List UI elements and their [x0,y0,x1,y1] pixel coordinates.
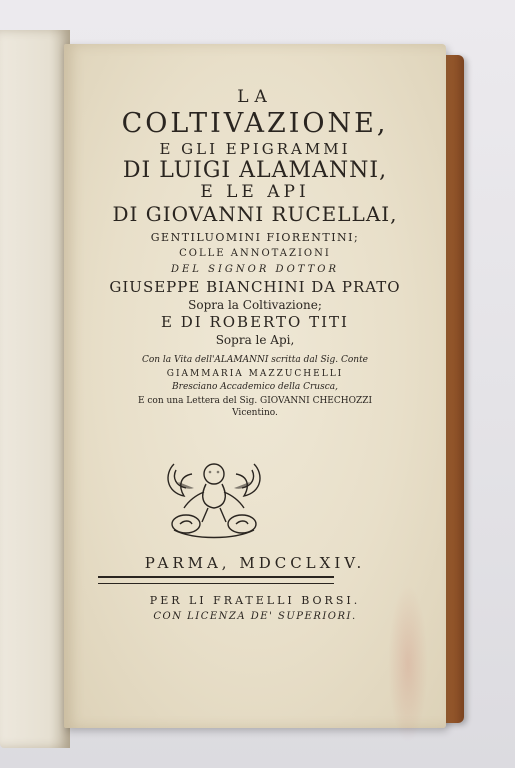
title-line-giovanni-rucellai: DI GIOVANNI RUCELLAI, [112,201,398,226]
cherub-ornament-icon [154,444,274,544]
title-line-coltivazione: COLTIVAZIONE, [121,107,389,139]
title-line-sopra-api: Sopra le Api, [215,332,295,347]
title-line-giammaria: GIAMMARIA MAZZUCHELLI [166,368,344,379]
title-line-lettera: E con una Lettera del Sig. GIOVANNI CHECHOZZI [137,396,373,407]
title-line-epigrammi: E GLI EPIGRAMMI [159,139,351,158]
title-line-sopra-coltivazione: Sopra la Coltivazione; [188,297,322,312]
title-line-bresciano: Bresciano Accademico della Crusca, [172,382,338,393]
title-line-roberto-titi: E DI ROBERTO TITI [161,313,349,332]
printer-line: PER LI FRATELLI BORSI. [149,594,361,607]
left-page [0,30,70,748]
title-line-giuseppe-bianchini: GIUSEPPE BIANCHINI DA PRATO [109,278,401,297]
title-line-vita-alamanni: Con la Vita dell'ALAMANNI scritta dal Sig. Conte [141,355,369,366]
imprint-place-date: PARMA, MDCCLXIV. [144,554,366,572]
title-line-signor-dottor: DEL SIGNOR DOTTOR [170,263,340,275]
imprint-rule [98,576,334,584]
title-line-annotazioni: COLLE ANNOTAZIONI [179,248,331,260]
title-line-gentiluomini: GENTILUOMINI FIORENTINI; [150,230,360,244]
title-line-luigi-alamanni: DI LUIGI ALAMANNI, [122,157,388,183]
foxing-stain [388,584,428,744]
title-page [64,44,446,728]
licence-line: CON LICENZA DE' SUPERIORI. [153,611,357,622]
title-line-vicentino: Vicentino. [232,407,278,418]
title-text-block [64,88,446,418]
title-line-le-api: E LE API [200,182,310,203]
title-line-la: LA [237,87,273,107]
